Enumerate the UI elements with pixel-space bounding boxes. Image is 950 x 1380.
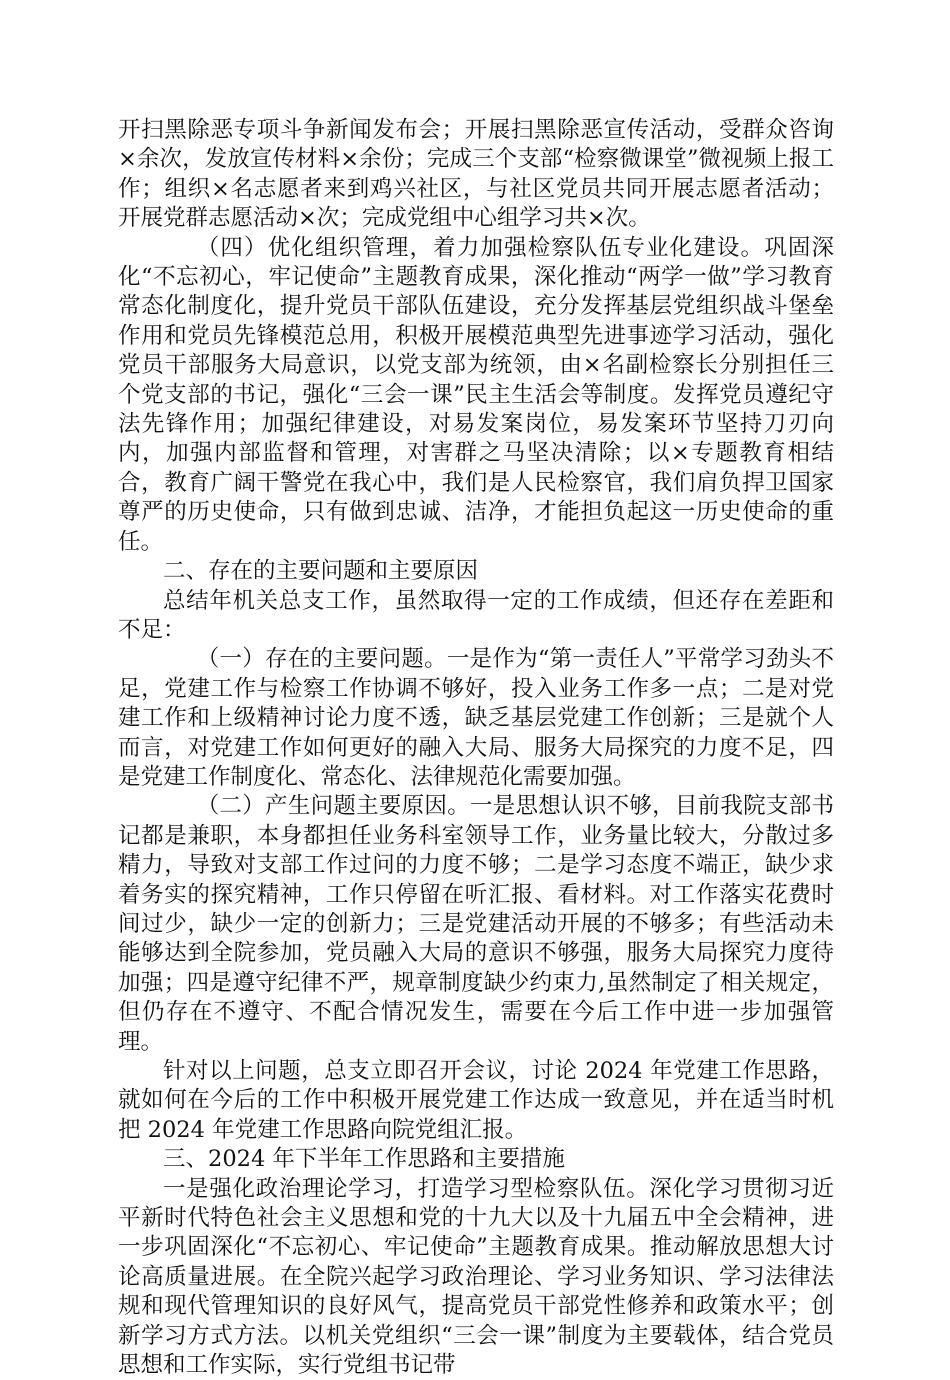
paragraph-summary: 总结年机关总支工作，虽然取得一定的工作成绩，但还存在差距和不足：	[118, 587, 834, 643]
heading-problems-and-causes: 二、存在的主要问题和主要原因	[163, 558, 479, 585]
paragraph-continuation: 开扫黑除恶专项斗争新闻发布会；开展扫黑除恶宣传活动，受群众咨询×余次，发放宣传材料×余份；完成三个支部“检察微课堂”微视频上报工作；组织×名志愿者来到鸡兴社区，与社区党员共同开展志愿者活动；开展党群志愿活动×次；完成党组中心组学习共×次。	[118, 117, 834, 232]
document-body	[118, 116, 834, 1380]
paragraph-response: 针对以上问题，总支立即召开会议，讨论 2024 年党建工作思路，就如何在今后的工作中积极开展党建工作达成一致意见，并在适当时机把 2024 年党建工作思路向院党组汇报。	[118, 1058, 834, 1143]
paragraph-main-causes: （二）产生问题主要原因。一是思想认识不够，目前我院支部书记都是兼职，本身都担任业务科室领导工作，业务量比较大，分散过多精力，导致对支部工作过问的力度不够；二是学习态度不端正，缺少求着务实的探究精神，工作只停留在听汇报、看材料。对工作落实花费时间过少，缺少一定的创新力；三是党建活动开展的不够多；有些活动未能够达到全院参加，党员融入大局的意识不够强，服务大局探究力度待加强；四是遵守纪律不严，规章制度缺少约束力,虽然制定了相关规定，但仍存在不遵守、不配合情况发生，需要在今后工作中进一步加强管理。	[118, 793, 834, 1055]
paragraph-main-problems: （一）存在的主要问题。一是作为“第一责任人”平常学习劲头不足，党建工作与检察工作协调不够好，投入业务工作多一点；二是对党建工作和上级精神讨论力度不透，缺乏基层党建工作创新；三是就个人而言，对党建工作如何更好的融入大局、服务大局探究的力度不足，四是党建工作制度化、常态化、法律规范化需要加强。	[118, 646, 834, 790]
heading-work-plan: 三、2024 年下半年工作思路和主要措施	[163, 1146, 565, 1173]
paragraph-political-study: 一是强化政治理论学习，打造学习型检察队伍。深化学习贯彻习近平新时代特色社会主义思想和党的十九大以及十九届五中全会精神，进一步巩固深化“不忘初心、牢记使命”主题教育成果。推动解放思想大讨论高质量进展。在全院兴起学习政治理论、学习业务知识、学习法律法规和现代管理知识的良好风气，提高党员干部党性修养和政策水平；创新学习方式方法。以机关党组织“三会一课”制度为主要载体，结合党员思想和工作实际，实行党组书记带	[118, 1175, 834, 1379]
paragraph-section-four: （四）优化组织管理，着力加强检察队伍专业化建设。巩固深化“不忘初心，牢记使命”主题教育成果，深化推动“两学一做”学习教育常态化制度化，提升党员干部队伍建设，充分发挥基层党组织战斗堡垒作用和党员先锋模范总用，积极开展模范典型先进事迹学习活动，强化党员干部服务大局意识，以党支部为统领，由×名副检察长分别担任三个党支部的书记，强化“三会一课”民主生活会等制度。发挥党员遵纪守法先锋作用；加强纪律建设，对易发案岗位，易发案环节坚持刀刃向内，加强内部监督和管理，对害群之马坚决清除；以×专题教育相结合，教育广阔干警党在我心中，我们是人民检察官，我们肩负捍卫国家尊严的历史使命，只有做到忠诚、洁净，才能担负起这一历史使命的重任。	[118, 234, 834, 555]
